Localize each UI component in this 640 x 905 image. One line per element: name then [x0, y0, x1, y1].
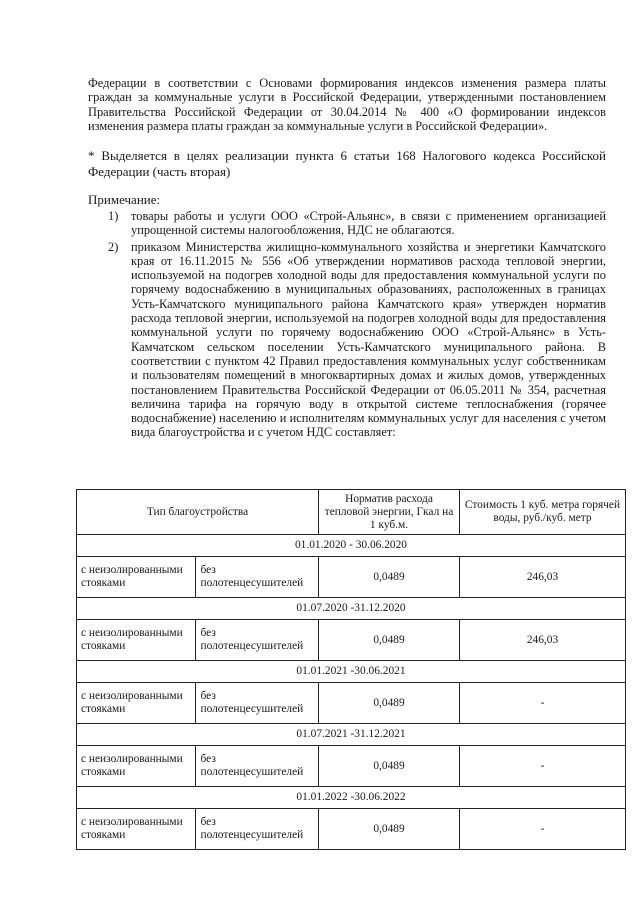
cost-cell: -: [460, 809, 626, 850]
table-row: [77, 557, 626, 598]
tariff-table: [76, 489, 626, 850]
towel-dryer-cell: без полотенцесушителей: [196, 683, 319, 724]
norm-cell: 0,0489: [319, 809, 460, 850]
period-row: [77, 787, 626, 809]
note-heading: Примечание:: [88, 192, 161, 207]
norm-cell: 0,0489: [319, 620, 460, 661]
period-row: [77, 661, 626, 683]
cost-cell: 246,03: [460, 620, 626, 661]
risers-cell: с неизолированными стояками: [77, 683, 196, 724]
note-item: [88, 240, 606, 440]
header-heat-norm: Норматив расхода тепловой энергии, Гкал на 1 куб.м.: [319, 490, 460, 535]
period-row: [77, 535, 626, 557]
table-row: [77, 620, 626, 661]
towel-dryer-cell: без полотенцесушителей: [196, 557, 319, 598]
period-row: [77, 598, 626, 620]
header-water-cost: Стоимость 1 куб. метра горячей воды, руб./куб. метр: [460, 490, 626, 535]
vat-footnote: * Выделяется в целях реализации пункта 6 статьи 168 Налогового кодекса Российской Федерации (часть вторая): [88, 148, 606, 179]
note-item: [88, 209, 606, 238]
period-label: 01.01.2020 - 30.06.2020: [77, 535, 626, 557]
header-improvement-type: Тип благоустройства: [77, 490, 319, 535]
period-label: 01.07.2021 -31.12.2021: [77, 724, 626, 746]
risers-cell: с неизолированными стояками: [77, 809, 196, 850]
norm-cell: 0,0489: [319, 746, 460, 787]
risers-cell: с неизолированными стояками: [77, 620, 196, 661]
norm-cell: 0,0489: [319, 557, 460, 598]
period-label: 01.01.2022 -30.06.2022: [77, 787, 626, 809]
cost-cell: -: [460, 683, 626, 724]
period-label: 01.07.2020 -31.12.2020: [77, 598, 626, 620]
towel-dryer-cell: без полотенцесушителей: [196, 620, 319, 661]
table-header-row: [77, 490, 626, 535]
period-row: [77, 724, 626, 746]
intro-paragraph: Федерации в соответствии с Основами формирования индексов изменения размера платы граждан за коммунальные услуги в Российской Федерации, утвержденными постановлением Правительства Российской Федерации от 30.04.2014 № 400 «О формировании индексов изменения размера платы граждан за коммунальные услуги в Российской Федерации».: [88, 76, 606, 133]
note-item-number: 1): [108, 209, 119, 223]
table-body: [77, 535, 626, 850]
note-item-text: приказом Министерства жилищно-коммунального хозяйства и энергетики Камчатского края от 16.11.2015 № 556 «Об утверждении нормативов расхода тепловой энергии, используемой на подогрев холодной воды для предоставления коммунальной услуги по горячему водоснабжению в муниципальных образованиях, расположенных в границах Усть-Камчатского муниципального района Камчатского края» утвержден норматив расхода тепловой энергии, используемой на подогрев холодной воды для предоставления коммунальной услуги по горячему водоснабжению ООО «Строй-Альянс» в Усть-Камчатском сельском поселении Усть-Камчатского муниципального района. В соответствии с пунктом 42 Правил предоставления коммунальных услуг собственникам и пользователям помещений в многоквартирных домах и жилых домов, утвержденных постановлением Правительства Российской Федерации от 06.05.2011 № 354, расчетная величина тарифа на горячую воду в открытой системе теплоснабжения (горячее водоснабжение) населению и исполнителям коммунальных услуг для населения с учетом вида благоустройства и с учетом НДС составляет:: [131, 239, 606, 440]
table-row: [77, 809, 626, 850]
table-row: [77, 746, 626, 787]
note-item-number: 2): [108, 239, 119, 254]
period-label: 01.01.2021 -30.06.2021: [77, 661, 626, 683]
table-row: [77, 683, 626, 724]
risers-cell: с неизолированными стояками: [77, 557, 196, 598]
cost-cell: 246,03: [460, 557, 626, 598]
towel-dryer-cell: без полотенцесушителей: [196, 746, 319, 787]
cost-cell: -: [460, 746, 626, 787]
risers-cell: с неизолированными стояками: [77, 746, 196, 787]
norm-cell: 0,0489: [319, 683, 460, 724]
towel-dryer-cell: без полотенцесушителей: [196, 809, 319, 850]
note-item-text: товары работы и услуги ООО «Строй-Альянс», в связи с применением организацией упрощенной системы налогообложения, НДС не облагаются.: [131, 209, 606, 238]
note-list: [88, 209, 606, 442]
